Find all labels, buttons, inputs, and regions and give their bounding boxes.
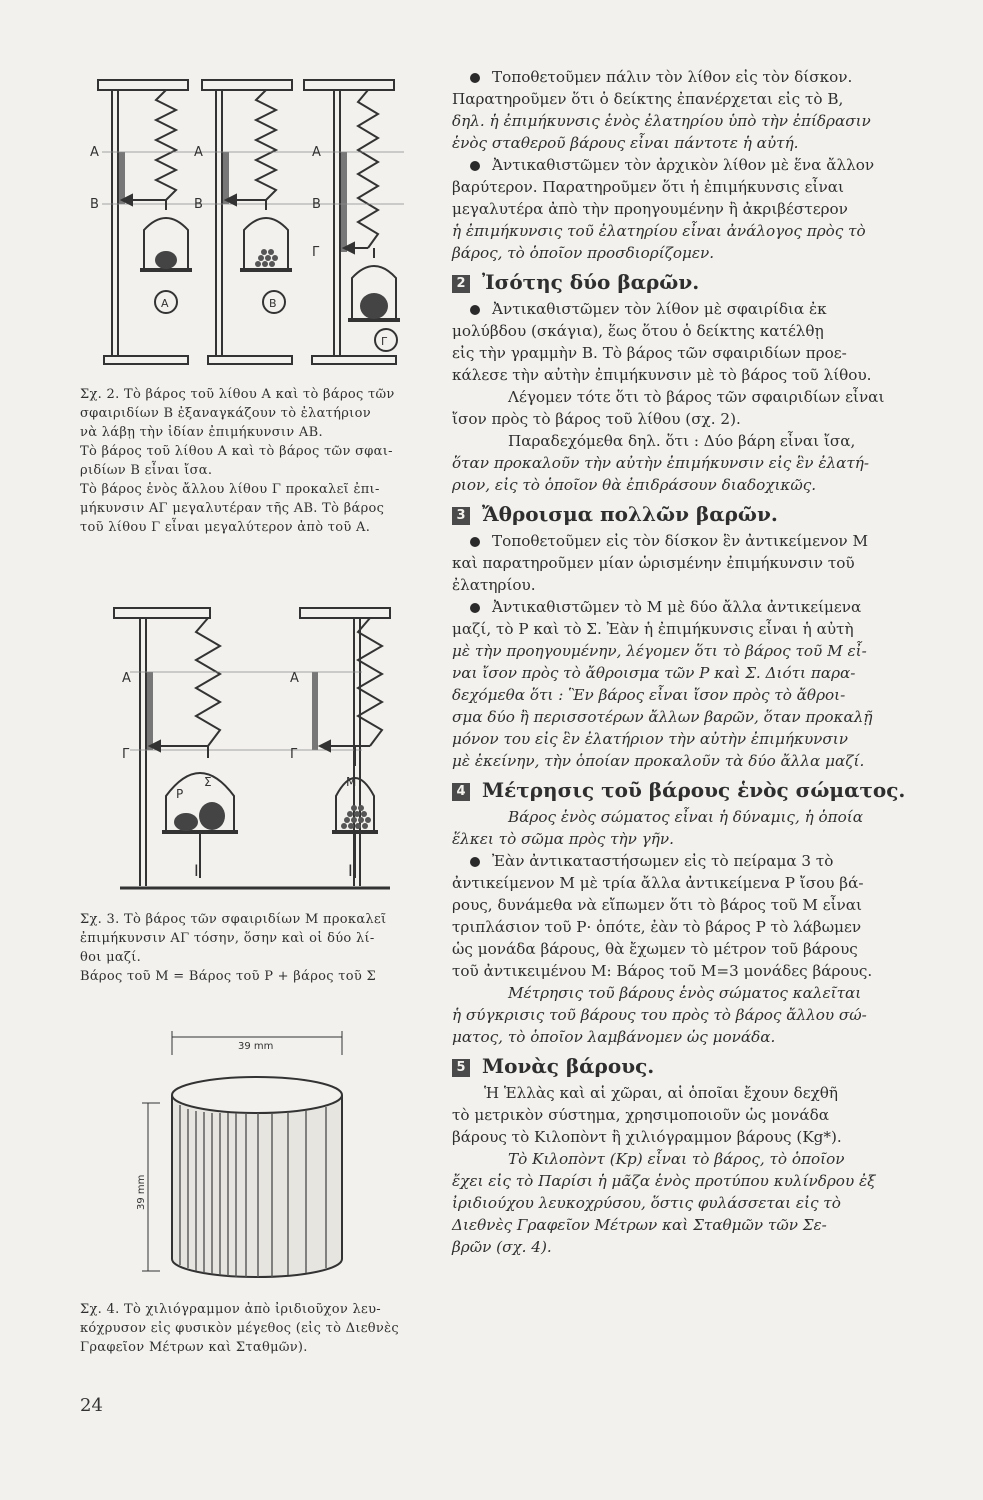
bullet-icon xyxy=(470,73,480,83)
text-line: τοῦ ἀντικειμένου Μ: Βάρος τοῦ Μ=3 μονάδες βάρους. xyxy=(452,962,873,980)
stone-a-icon xyxy=(155,251,177,269)
text-line: ὅταν προκαλοῦν τὴν αὐτὴν ἐπιμήκυνσιν εἰς ἓν ἐλατή- xyxy=(452,454,869,472)
text-line: καὶ παρατηροῦμεν μίαν ὡρισμένην ἐπιμήκυνσιν τοῦ xyxy=(452,554,855,572)
bullet-paragraph xyxy=(452,154,954,176)
text-line: Μέτρησις τοῦ βάρους ἑνὸς σώματος καλεῖται xyxy=(508,984,862,1002)
text-line: μὲ τὴν προηγουμένην, λέγομεν ὅτι τὸ βάρος τοῦ Μ εἶ- xyxy=(452,642,867,660)
circle-label-b: B xyxy=(269,297,277,310)
section-heading-5 xyxy=(452,1052,954,1080)
text-line: μολύβδου (σκάγια), ἕως ὅτου ὁ δείκτης κατέλθῃ xyxy=(452,322,824,340)
figure-2-caption xyxy=(80,385,420,537)
circle-label-a: A xyxy=(161,297,169,310)
text-line: μαζί, τὸ Ρ καὶ τὸ Σ. Ἐὰν ἡ ἐπιμήκυνσις εἶναι ἡ αὐτὴ xyxy=(452,620,854,638)
section-title: Μέτρησις τοῦ βάρους ἑνὸς σώματος. xyxy=(482,778,906,802)
circle-label-g: Γ xyxy=(381,335,388,348)
text-line: εἰς τὴν γραμμὴν Β. Τὸ βάρος τῶν σφαιριδίων προε- xyxy=(452,344,847,362)
label-a1: A xyxy=(90,145,99,160)
text-line: Διεθνὲς Γραφεῖον Μέτρων καὶ Σταθμῶν τῶν Σε- xyxy=(452,1216,827,1234)
text-line: ἕλκει τὸ σῶμα πρὸς τὴν γῆν. xyxy=(452,830,674,848)
caption-line: Βάρος τοῦ Μ = Βάρος τοῦ Ρ + βάρος τοῦ Σ xyxy=(80,969,377,984)
stone-p-icon xyxy=(174,813,198,831)
text-line: τριπλάσιον τοῦ Ρ· ὁπότε, ἐὰν τὸ βάρος Ρ τὸ λάβωμεν xyxy=(452,918,862,936)
height-label: 39 mm xyxy=(136,1174,147,1210)
figure-3-diagram xyxy=(100,600,400,900)
section-title: Ἄθροισμα πολλῶν βαρῶν. xyxy=(482,502,778,526)
caption-line: κόχρυσον εἰς φυσικὸν μέγεθος (εἰς τὸ Διεθνὲς xyxy=(80,1321,399,1336)
figure-2-diagram xyxy=(86,70,416,380)
label-ii: II xyxy=(348,861,358,880)
text-line: ρους, δυνάμεθα νὰ εἴπωμεν ὅτι τὸ βάρος τοῦ Μ εἶναι xyxy=(452,896,862,914)
caption-line: ριδίων Β εἶναι ἴσα. xyxy=(80,463,213,478)
text-line: ναι ἴσον πρὸς τὸ ἄθροισμα τῶν Ρ καὶ Σ. Διότι παρα- xyxy=(452,664,856,682)
figure-3-caption xyxy=(80,910,420,986)
label-p: P xyxy=(176,787,184,801)
section-number-badge: 2 xyxy=(452,275,470,293)
bullet-icon xyxy=(470,161,480,171)
text-line: Ἀντικαθιστῶμεν τὸ Μ μὲ δύο ἄλλα ἀντικείμενα xyxy=(492,598,862,616)
section-heading-2 xyxy=(452,268,954,296)
text-line: ἡ σύγκρισις τοῦ βάρους του πρὸς τὸ βάρος ἄλλου σώ- xyxy=(452,1006,867,1024)
caption-line: ἐπιμήκυνσιν ΑΓ τόσην, ὅσην καὶ οἱ δύο λί- xyxy=(80,931,375,946)
section-title: Ἰσότης δύο βαρῶν. xyxy=(482,270,700,294)
label-a2: A xyxy=(194,145,203,160)
label-a3: A xyxy=(312,145,321,160)
section-number-badge: 3 xyxy=(452,507,470,525)
section-heading-4 xyxy=(452,776,954,804)
text-line: Βάρος ἑνὸς σώματος εἶναι ἡ δύναμις, ἡ ὁποία xyxy=(508,808,864,826)
text-line: τὸ μετρικὸν σύστημα, χρησιμοποιοῦν ὡς μονάδα xyxy=(452,1106,830,1124)
text-line: Ἡ Ἑλλὰς καὶ αἱ χῶραι, αἱ ὁποῖαι ἔχουν δεχθῆ xyxy=(484,1084,839,1102)
caption-line: θοι μαζί. xyxy=(80,950,142,965)
text-line: βαρύτερον. Παρατηροῦμεν ὅτι ἡ ἐπιμήκυνσις εἶναι xyxy=(452,178,844,196)
caption-line: νὰ λάβῃ τὴν ἰδίαν ἐπιμήκυνσιν ΑΒ. xyxy=(80,425,323,440)
label-a-left: A xyxy=(122,671,131,686)
text-line: ἐλατηρίου. xyxy=(452,576,536,594)
text-line: ὡς μονάδα βάρους, θὰ ἔχωμεν τὸ μέτρον τοῦ βάρους xyxy=(452,940,858,958)
label-b3: B xyxy=(312,197,321,212)
bullet-paragraph xyxy=(452,596,954,618)
label-b2: B xyxy=(194,197,203,212)
text-line: Ἀντικαθιστῶμεν τὸν λίθον μὲ σφαιρίδια ἐκ xyxy=(492,300,827,318)
text-line: Τὸ Κιλοπὸντ (Kp) εἶναι τὸ βάρος, τὸ ὁποῖον xyxy=(508,1150,845,1168)
bullet-icon xyxy=(470,603,480,613)
text-line: ριον, εἰς τὸ ὁποῖον θὰ ἐπιδράσουν διαδοχικῶς. xyxy=(452,476,817,494)
text-line: Τοποθετοῦμεν εἰς τὸν δίσκον ἓν ἀντικείμενον Μ xyxy=(492,532,869,550)
text-line: Παρατηροῦμεν ὅτι ὁ δείκτης ἐπανέρχεται εἰς τὸ Β, xyxy=(452,90,844,108)
label-b1: B xyxy=(90,197,99,212)
pellets-b-icon xyxy=(255,249,278,267)
label-i: I xyxy=(194,861,199,880)
text-line: ἰριδιούχου λευκοχρύσου, ὅστις φυλάσσεται εἰς τὸ xyxy=(452,1194,841,1212)
label-s: Σ xyxy=(204,775,212,789)
page-number: 24 xyxy=(80,1395,103,1416)
pellets-m-icon xyxy=(341,805,371,829)
stone-g-icon xyxy=(360,293,388,319)
text-line: βάρος, τὸ ὁποῖον προσδιορίζομεν. xyxy=(452,244,715,262)
figure-4-cylinder xyxy=(130,1025,360,1295)
text-line: Λέγομεν τότε ὅτι τὸ βάρος τῶν σφαιριδίων εἶναι xyxy=(508,388,885,406)
text-line: βρῶν (σχ. 4). xyxy=(452,1238,552,1256)
text-line: δηλ. ἡ ἐπιμήκυνσις ἑνὸς ἐλατηρίου ὑπὸ τὴν ἐπίδρασιν xyxy=(452,112,871,130)
text-line: ἔχει εἰς τὸ Παρίσι ἡ μᾶζα ἑνὸς προτύπου κυλίνδρου ἐξ xyxy=(452,1172,876,1190)
figure-4-caption xyxy=(80,1300,420,1357)
label-m: M xyxy=(346,775,357,789)
caption-line: τοῦ λίθου Γ εἶναι μεγαλύτερον ἀπὸ τοῦ Α. xyxy=(80,520,371,535)
caption-line: Γραφεῖον Μέτρων καὶ Σταθμῶν). xyxy=(80,1340,308,1355)
caption-line: Σχ. 4. Τὸ χιλιόγραμμον ἀπὸ ἰριδιοῦχον λευ- xyxy=(80,1302,381,1317)
caption-line: σφαιριδίων Β ἐξαναγκάζουν τὸ ἐλατήριον xyxy=(80,406,371,421)
text-line: Παραδεχόμεθα δηλ. ὅτι : Δύο βάρη εἶναι ἴσα, xyxy=(508,432,856,450)
text-line: Ἐὰν ἀντικαταστήσωμεν εἰς τὸ πείραμα 3 τὸ xyxy=(492,852,834,870)
label-g-left: Γ xyxy=(122,747,130,762)
text-line: κάλεσε τὴν αὐτὴν ἐπιμήκυνσιν μὲ τὸ βάρος τοῦ λίθου. xyxy=(452,366,872,384)
bullet-paragraph xyxy=(452,298,954,320)
bullet-paragraph xyxy=(452,530,954,552)
label-g3: Γ xyxy=(312,245,320,260)
caption-line: Σχ. 2. Τὸ βάρος τοῦ λίθου Α καὶ τὸ βάρος τῶν xyxy=(80,387,395,402)
text-line: ἡ ἐπιμήκυνσις τοῦ ἐλατηρίου εἶναι ἀνάλογος πρὸς τὸ xyxy=(452,222,866,240)
bullet-icon xyxy=(470,305,480,315)
width-label: 39 mm xyxy=(238,1041,274,1052)
caption-line: Σχ. 3. Τὸ βάρος τῶν σφαιριδίων Μ προκαλεῖ xyxy=(80,912,387,927)
bullet-paragraph xyxy=(452,66,954,88)
text-line: μεγαλυτέρα ἀπὸ τὴν προηγουμένην ἢ ἀκριβέστερον xyxy=(452,200,848,218)
text-line: ἑνὸς σταθεροῦ βάρους εἶναι πάντοτε ἡ αὐτή. xyxy=(452,134,799,152)
stone-s-icon xyxy=(199,802,225,830)
label-g-right: Γ xyxy=(290,747,298,762)
bullet-icon xyxy=(470,537,480,547)
text-line: ἴσον πρὸς τὸ βάρος τοῦ λίθου (σχ. 2). xyxy=(452,410,741,428)
bullet-paragraph xyxy=(452,850,954,872)
caption-line: μήκυνσιν ΑΓ μεγαλυτέραν τῆς ΑΒ. Τὸ βάρος xyxy=(80,501,385,516)
caption-line: Τὸ βάρος τοῦ λίθου Α καὶ τὸ βάρος τῶν σφαι- xyxy=(80,444,393,459)
section-number-badge: 5 xyxy=(452,1059,470,1077)
section-title: Μονὰς βάρους. xyxy=(482,1054,655,1078)
caption-line: Τὸ βάρος ἑνὸς ἄλλου λίθου Γ προκαλεῖ ἐπι- xyxy=(80,482,380,497)
text-line: Ἀντικαθιστῶμεν τὸν ἀρχικὸν λίθον μὲ ἕνα ἄλλον xyxy=(492,156,875,174)
text-line: σμα δύο ἢ περισσοτέρων ἄλλων βαρῶν, ὅταν προκαλῇ xyxy=(452,708,873,726)
text-line: Τοποθετοῦμεν πάλιν τὸν λίθον εἰς τὸν δίσκον. xyxy=(492,68,853,86)
bullet-icon xyxy=(470,857,480,867)
text-line: μόνον του εἰς ἓν ἐλατήριον τὴν αὐτὴν ἐπιμήκυνσιν xyxy=(452,730,848,748)
section-heading-3 xyxy=(452,500,954,528)
text-line: βάρους τὸ Κιλοπὸντ ἢ χιλιόγραμμον βάρους (Kg*). xyxy=(452,1128,842,1146)
label-a-right: A xyxy=(290,671,299,686)
section-number-badge: 4 xyxy=(452,783,470,801)
text-line: ματος, τὸ ὁποῖον λαμβάνομεν ὡς μονάδα. xyxy=(452,1028,776,1046)
main-text-column xyxy=(452,66,954,1258)
text-line: ἀντικείμενον Μ μὲ τρία ἄλλα ἀντικείμενα Ρ ἴσου βά- xyxy=(452,874,864,892)
text-line: δεχόμεθα ὅτι : Ἓν βάρος εἶναι ἴσον πρὸς τὸ ἄθροι- xyxy=(452,686,846,704)
text-line: μὲ ἐκείνην, τὴν ὁποίαν προκαλοῦν τὰ δύο ἄλλα μαζί. xyxy=(452,752,865,770)
